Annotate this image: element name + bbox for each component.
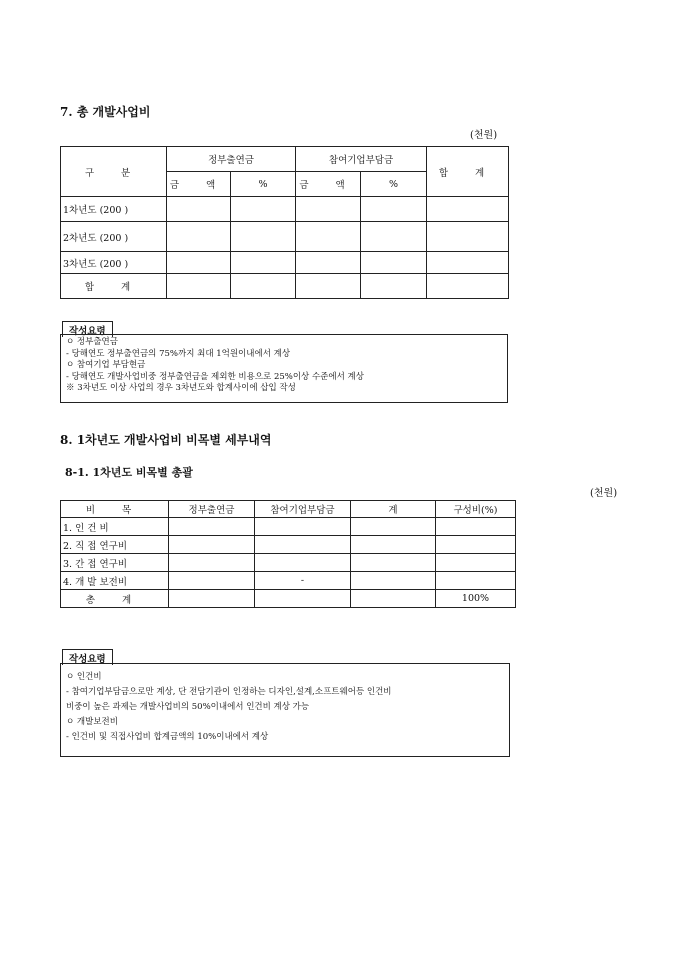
note-line: ㅇ 정부출연금	[66, 337, 118, 347]
cell[interactable]	[361, 197, 427, 222]
header-total: 합 계	[427, 147, 509, 197]
section-8-unit: (천원)	[590, 488, 618, 499]
cell[interactable]	[361, 252, 427, 274]
header-percent: %	[231, 172, 296, 197]
table-row	[61, 274, 509, 299]
note-line: ㅇ 인건비	[66, 672, 102, 682]
section-8-1-title: 8-1. 1차년도 비목별 총괄	[65, 466, 193, 479]
note-line: - 당해연도 개발사업비중 정부출연금을 제외한 비용으로 25%이상 수준에서 계상	[66, 371, 364, 382]
cell[interactable]: -	[255, 572, 351, 590]
row-label: 합 계	[61, 274, 167, 299]
cell[interactable]	[167, 222, 231, 252]
table-row	[61, 197, 509, 222]
cell[interactable]	[231, 197, 296, 222]
header-sum: 계	[351, 501, 436, 518]
row-label: 1. 인 건 비	[61, 518, 169, 536]
notes-tag: 작성요령	[62, 649, 113, 665]
table-row	[61, 590, 516, 608]
notes-tag: 작성요령	[62, 321, 113, 337]
table-row	[61, 572, 516, 590]
table-row	[61, 252, 509, 274]
notes-box	[60, 663, 510, 757]
cell[interactable]	[231, 222, 296, 252]
header-percent: %	[361, 172, 427, 197]
note-line: - 인건비 및 직접사업비 합계금액의 10%이내에서 계상	[66, 732, 269, 742]
cell[interactable]: 100%	[436, 590, 516, 608]
table-row	[61, 518, 516, 536]
header-amount: 금 액	[296, 172, 361, 197]
cell[interactable]	[255, 518, 351, 536]
cell[interactable]	[361, 222, 427, 252]
row-label: 2. 직 접 연구비	[61, 536, 169, 554]
cell[interactable]	[436, 572, 516, 590]
cell[interactable]	[167, 252, 231, 274]
cell[interactable]	[231, 274, 296, 299]
header-amount: 금 액	[167, 172, 231, 197]
header-ratio: 구성비(%)	[436, 501, 516, 518]
cell[interactable]	[167, 197, 231, 222]
cell[interactable]	[427, 252, 509, 274]
budget-by-item-table	[60, 500, 516, 608]
cell[interactable]	[436, 518, 516, 536]
note-line: - 참여기업부담금으로만 계상, 단 전담기관이 인정하는 디자인,설계,소프트웨어등 인건비	[66, 687, 392, 697]
header-gov-fund: 정부출연금	[167, 147, 296, 172]
header-gov-fund: 정부출연금	[169, 501, 255, 518]
row-label: 3. 간 접 연구비	[61, 554, 169, 572]
header-participant-fund: 참여기업부담금	[255, 501, 351, 518]
row-label: 총 계	[61, 590, 169, 608]
note-line: - 당해연도 정부출연금의 75%까지 최대 1억원이내에서 계상	[66, 348, 291, 359]
header-participant-fund: 참여기업부담금	[296, 147, 427, 172]
row-label: 4. 개 발 보전비	[61, 572, 169, 590]
note-line: ㅇ 참여기업 부담현금	[66, 360, 146, 370]
cell[interactable]	[169, 536, 255, 554]
section-7-unit: (천원)	[470, 130, 498, 141]
row-label: 1차년도 (200 )	[61, 197, 167, 222]
header-item: 비 목	[61, 501, 169, 518]
cell[interactable]	[296, 252, 361, 274]
cell[interactable]	[255, 590, 351, 608]
note-line: ㅇ 개발보전비	[66, 717, 118, 727]
cell[interactable]	[296, 274, 361, 299]
cell[interactable]	[296, 197, 361, 222]
header-division: 구 분	[61, 147, 167, 197]
cell[interactable]	[296, 222, 361, 252]
total-budget-table	[60, 146, 509, 299]
cell[interactable]	[169, 518, 255, 536]
cell[interactable]	[427, 274, 509, 299]
table-row	[61, 222, 509, 252]
section-7-title: 7. 총 개발사업비	[60, 105, 151, 119]
cell[interactable]	[436, 554, 516, 572]
table-row	[61, 536, 516, 554]
cell[interactable]	[427, 222, 509, 252]
note-line: ※ 3차년도 이상 사업의 경우 3차년도와 합계사이에 삽입 작성	[66, 383, 296, 393]
notes-box	[60, 334, 508, 403]
note-line: 비중이 높은 과제는 개발사업비의 50%이내에서 인건비 계상 가능	[66, 702, 310, 712]
cell[interactable]	[169, 590, 255, 608]
cell[interactable]	[427, 197, 509, 222]
cell[interactable]	[255, 536, 351, 554]
cell[interactable]	[351, 590, 436, 608]
cell[interactable]	[361, 274, 427, 299]
cell[interactable]	[351, 572, 436, 590]
cell[interactable]	[167, 274, 231, 299]
cell[interactable]	[351, 536, 436, 554]
cell[interactable]	[169, 572, 255, 590]
cell[interactable]	[255, 554, 351, 572]
cell[interactable]	[351, 554, 436, 572]
cell[interactable]	[169, 554, 255, 572]
table-row	[61, 554, 516, 572]
section-8-title: 8. 1차년도 개발사업비 비목별 세부내역	[60, 433, 272, 447]
row-label: 3차년도 (200 )	[61, 252, 167, 274]
cell[interactable]	[231, 252, 296, 274]
cell[interactable]	[351, 518, 436, 536]
cell[interactable]	[436, 536, 516, 554]
row-label: 2차년도 (200 )	[61, 222, 167, 252]
